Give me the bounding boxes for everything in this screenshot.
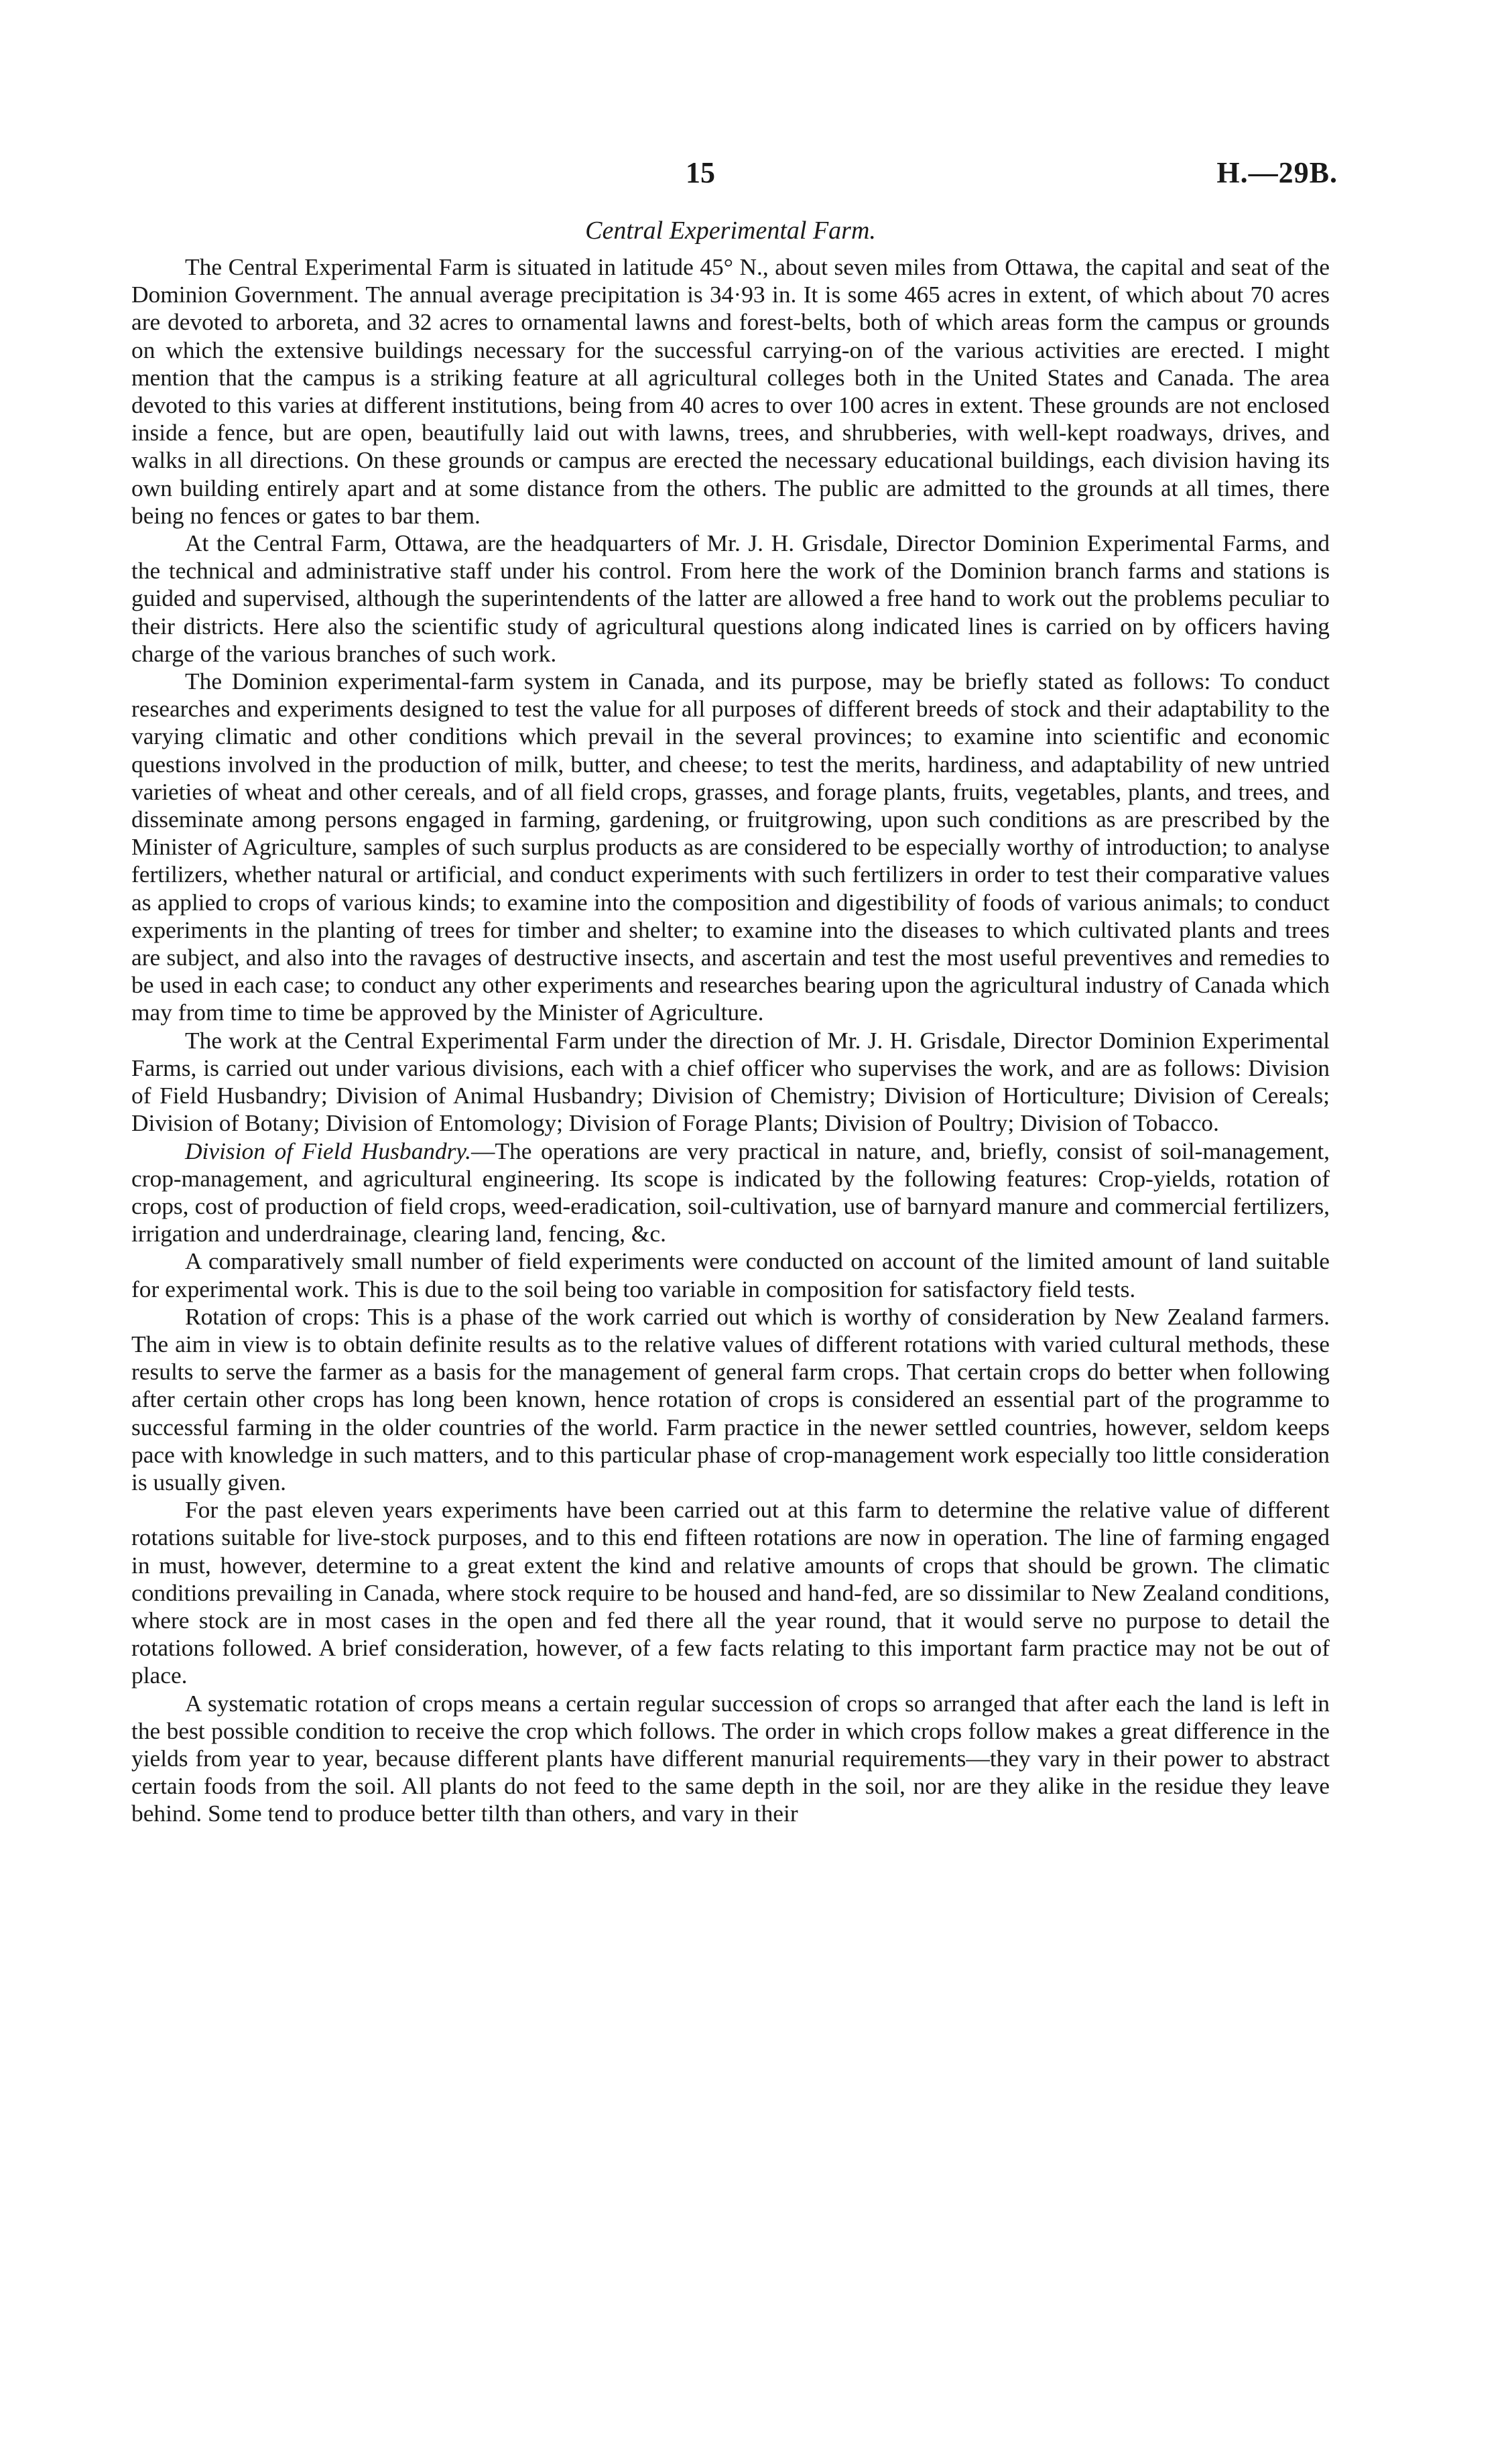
paragraph: The Central Experimental Farm is situated in latitude 45° N., about seven miles from Ottawa, the capital and seat of the Dominion Government. The annual average precipitation is 34·93 in. It is some 465 acres in extent, of which about 70 acres are devoted to arboreta, and 32 acres to ornamental lawns and forest-belts, both of which areas form the campus or grounds on which the extensive buildings necessary for the successful carrying-on of the various activities are erected. I might mention that the campus is a striking feature at all agricultural colleges both in the United States and Canada. The area devoted to this varies at different institutions, being from 40 acres to over 100 acres in extent. These grounds are not enclosed inside a fence, but are open, beautifully laid out with lawns, trees, and shrubberies, with well-kept roadways, drives, and walks in all directions. On these grounds or campus are erected the necessary educational buildings, each division having its own building entirely apart and at some distance from the others. The public are admitted to the grounds at all times, there being no fences or gates to bar them. bbox=[131, 253, 1330, 529]
document-reference: H.—29B. bbox=[1216, 156, 1338, 189]
paragraph: At the Central Farm, Ottawa, are the headquarters of Mr. J. H. Grisdale, Director Dominion Experimental Farms, and the technical and administrative staff under his control. From here the work of the Dominion branch farms and stations is guided and supervised, although the superintendents of the latter are allowed a free hand to work out the problems peculiar to their districts. Here also the scientific study of agricultural questions along indicated lines is carried on by officers having charge of the various branches of such work. bbox=[131, 530, 1330, 667]
page-number: 15 bbox=[686, 156, 715, 189]
paragraph: Rotation of crops: This is a phase of the work carried out which is worthy of consideration by New Zealand farmers. The aim in view is to obtain definite results as to the relative values of different rotations with varied cultural methods, these results to serve the farmer as a basis for the management of general farm crops. That certain crops do better when following after certain other crops has long been known, hence rotation of crops is considered an essential part of the programme to successful farming in the older countries of the world. Farm practice in the newer settled countries, however, seldom keeps pace with knowledge in such matters, and to this particular phase of crop-management work especially too little consideration is usually given. bbox=[131, 1302, 1330, 1495]
paragraph: The work at the Central Experimental Farm under the direction of Mr. J. H. Grisdale, Director Dominion Experimental Farms, is carried out under various divisions, each with a chief officer who supervises the work, and are as follows: Division of Field Husbandry; Division of Animal Husbandry; Division of Chemistry; Division of Horticulture; Division of Cereals; Division of Botany; Division of Entomology; Division of Forage Plants; Division of Poultry; Division of Tobacco. bbox=[131, 1026, 1330, 1137]
paragraph: A comparatively small number of field experiments were conducted on account of the limited amount of land suitable for experimental work. This is due to the soil being too variable in composition for satisfactory field tests. bbox=[131, 1247, 1330, 1302]
body-text bbox=[131, 253, 1330, 1828]
paragraph-text: —The operations are very practical in nature, and, briefly, consist of soil-management, crop-management, and agricultural engineering. Its scope is indicated by the following features: Crop-yields, rotation of crops, cost of production of field crops, weed-eradication, soil-cultivation, use of barnyard manure and commercial fertilizers, irrigation and underdrainage, clearing land, fencing, &c. bbox=[131, 1137, 1330, 1247]
paragraph: For the past eleven years experiments have been carried out at this farm to determine the relative value of different rotations suitable for live-stock purposes, and to this end fifteen rotations are now in operation. The line of farming engaged in must, however, determine to a great extent the kind and relative amounts of crops that should be grown. The climatic conditions prevailing in Canada, where stock require to be housed and hand-fed, are so dissimilar to New Zealand conditions, where stock are in most cases in the open and fed there all the year round, that it would serve no purpose to detail the rotations followed. A brief consideration, however, of a few facts relating to this important farm practice may not be out of place. bbox=[131, 1496, 1330, 1689]
run-in-heading: Division of Field Husbandry. bbox=[185, 1137, 472, 1164]
paragraph: The Dominion experimental-farm system in Canada, and its purpose, may be briefly stated as follows: To conduct researches and experiments designed to test the value for all purposes of different breeds of stock and their adaptability to the varying climatic and other conditions which prevail in the several provinces; to examine into scientific and economic questions involved in the production of milk, butter, and cheese; to test the merits, hardiness, and adaptability of new untried varieties of wheat and other cereals, and of all field crops, grasses, and forage plants, fruits, vegetables, plants, and trees, and disseminate among persons engaged in farming, gardening, or fruitgrowing, upon such conditions as are prescribed by the Minister of Agriculture, samples of such surplus products as are considered to be especially worthy of introduction; to analyse fertilizers, whether natural or artificial, and conduct experiments with such fertilizers in order to test their comparative values as applied to crops of various kinds; to examine into the composition and digestibility of foods of various animals; to conduct experiments in the planting of trees for timber and shelter; to examine into the diseases to which cultivated plants and trees are subject, and also into the ravages of destructive insects, and ascertain and test the most useful preventives and remedies to be used in each case; to conduct any other experiments and researches bearing upon the agricultural industry of Canada which may from time to time be approved by the Minister of Agriculture. bbox=[131, 668, 1330, 1026]
section-title: Central Experimental Farm. bbox=[585, 217, 876, 245]
paragraph: A systematic rotation of crops means a certain regular succession of crops so arranged that after each the land is left in the best possible condition to receive the crop which follows. The order in which crops follow makes a great difference in the yields from year to year, because different plants have different manurial requirements—they vary in their power to abstract certain foods from the soil. All plants do not feed to the same depth in the soil, nor are they alike in the residue they leave behind. Some tend to produce better tilth than others, and vary in their bbox=[131, 1689, 1330, 1827]
paragraph bbox=[131, 1138, 1330, 1248]
